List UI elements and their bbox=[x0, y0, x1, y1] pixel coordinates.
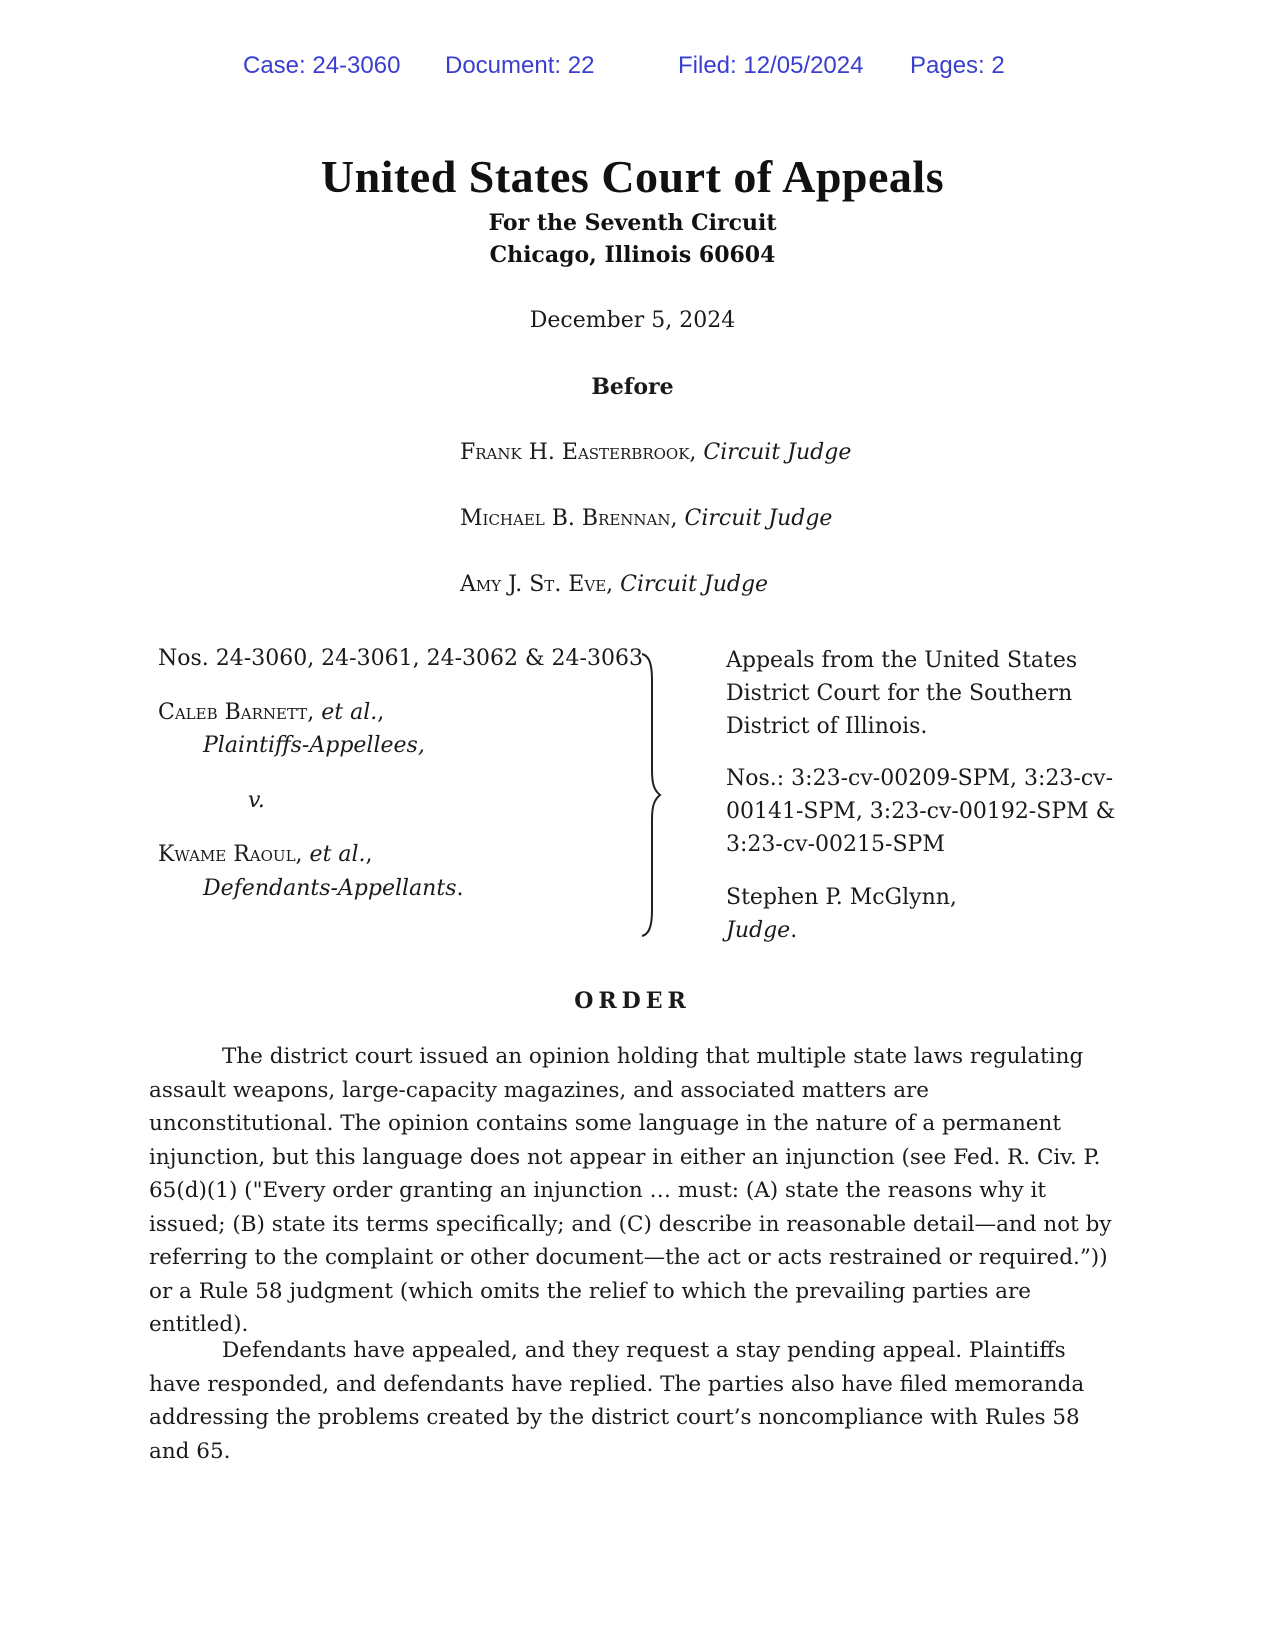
defendant-name: Kwame Raoul bbox=[158, 842, 296, 867]
ecf-filed-date: Filed: 12/05/2024 bbox=[678, 52, 864, 79]
order-paragraph-2: Defendants have appealed, and they request a stay pending appeal. Plaintiffs have responded, and defendants have replied. The parties also have filed memoranda addressing the problems created by the district court’s noncompliance with Rules 58 and 65. bbox=[149, 1338, 1085, 1464]
ecf-case-number: Case: 24-3060 bbox=[243, 52, 401, 79]
defendant-role-line: Defendants-Appellants. bbox=[203, 876, 464, 901]
ecf-document-number: Document: 22 bbox=[445, 52, 595, 79]
plaintiff-line: Caleb Barnett, et al., bbox=[158, 700, 385, 725]
defendant-line: Kwame Raoul, et al., bbox=[158, 842, 373, 867]
order-date: December 5, 2024 bbox=[529, 308, 736, 333]
judge-name: Michael B. Brennan bbox=[460, 506, 671, 531]
district-judge-title: Judge bbox=[726, 918, 791, 943]
appeal-numbers: Nos. 24-3060, 24-3061, 24-3062 & 24-3063 bbox=[158, 646, 643, 671]
appeal-origin: Appeals from the United States District Court for the Southern District of Illinois. bbox=[726, 648, 1078, 739]
judge-title: Circuit Judge bbox=[703, 440, 852, 465]
court-circuit: For the Seventh Circuit bbox=[488, 210, 777, 236]
judge-name: Amy J. St. Eve bbox=[460, 572, 607, 597]
district-case-numbers: Nos.: 3:23-cv-00209-SPM, 3:23-cv-00141-SPM, 3:23-cv-00192-SPM & 3:23-cv-00215-SPM bbox=[726, 766, 1116, 857]
judge-title: Circuit Judge bbox=[684, 506, 833, 531]
court-location: Chicago, Illinois 60604 bbox=[489, 242, 776, 268]
order-title: ORDER bbox=[574, 988, 691, 1014]
plaintiff-role: Plaintiffs-Appellees, bbox=[203, 733, 425, 758]
plaintiff-etal: et al. bbox=[321, 700, 378, 725]
judge-name: Frank H. Easterbrook bbox=[460, 440, 690, 465]
defendant-role: Defendants-Appellants bbox=[203, 876, 457, 901]
judge-title: Circuit Judge bbox=[620, 572, 769, 597]
defendant-etal: et al. bbox=[309, 842, 366, 867]
before-label: Before bbox=[591, 374, 674, 400]
district-judge-name: Stephen P. McGlynn, bbox=[726, 885, 957, 910]
judge-easterbrook: Frank H. Easterbrook, Circuit Judge bbox=[460, 440, 852, 465]
ecf-page-count: Pages: 2 bbox=[910, 52, 1005, 79]
caption-brace bbox=[636, 650, 666, 940]
court-name: United States Court of Appeals bbox=[320, 151, 945, 202]
district-judge: Stephen P. McGlynn, Judge. bbox=[726, 885, 957, 943]
plaintiff-name: Caleb Barnett bbox=[158, 700, 308, 725]
order-paragraph-1: The district court issued an opinion holding that multiple state laws regulating assault weapons, large-capacity magazines, and associated matters are unconstitutional. The opinion contains some language in the nature of a permanent injunction, but this language does not appear in either an injunction (see Fed. R. Civ. P. 65(d)(1) ("Every order granting an injunction … must: (A) state the reasons why it issued; (B) state its terms specifically; and (C) describe in reasonable detail—and not by referring to the complaint or other document—the act or acts restrained or required.”)) or a Rule 58 judgment (which omits the relief to which the prevailing parties are entitled). bbox=[149, 1044, 1112, 1337]
versus: v. bbox=[248, 788, 265, 813]
judge-brennan: Michael B. Brennan, Circuit Judge bbox=[460, 506, 833, 531]
judge-st-eve: Amy J. St. Eve, Circuit Judge bbox=[460, 572, 769, 597]
